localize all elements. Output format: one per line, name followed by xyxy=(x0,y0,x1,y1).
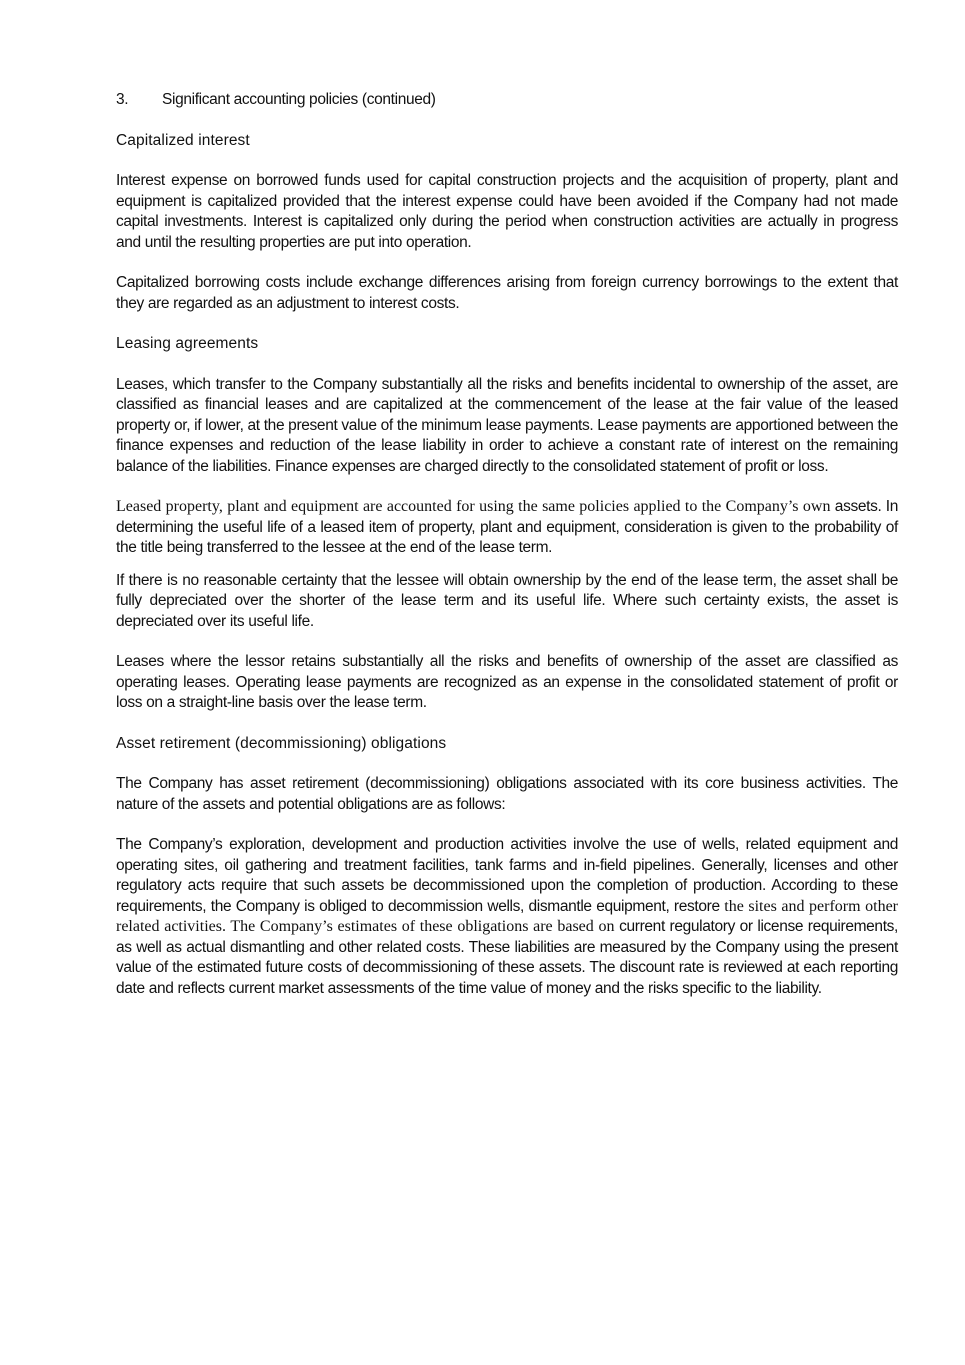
document-page xyxy=(116,90,898,1019)
section-number: 3. xyxy=(116,91,129,108)
aro-heading: Asset retirement (decommissioning) obligations xyxy=(116,734,447,752)
leasing-paragraph-1: Leases, which transfer to the Company substantially all the risks and benefits incidental to ownership of the asset, are classified as financial leases and are capitalized at the commencement of the lease at the fair value of the leased property or, if lower, at the present value of the minimum lease payments. Lease payments are apportioned between the finance expenses and reduction of the lease liability in order to achieve a constant rate of interest on the remaining balance of the liabilities. Finance expenses are charged directly to the consolidated statement of profit or loss. xyxy=(116,375,898,475)
leasing-paragraph-2-serif-part: Leased property, plant and equipment are accounted for using the same policies applied to the Company’s own xyxy=(116,498,831,515)
section-title: Significant accounting policies (continued) xyxy=(162,91,436,108)
leasing-paragraph-2 xyxy=(116,497,898,559)
capitalized-interest-paragraph-2: Capitalized borrowing costs include exchange differences arising from foreign currency borrowings to the extent that they are regarded as an adjustment to interest costs. xyxy=(116,274,898,312)
leasing-agreements-heading: Leasing agreements xyxy=(116,335,259,352)
capitalized-interest-paragraph-1: Interest expense on borrowed funds used for capital construction projects and the acquisition of property, plant and equipment is capitalized provided that the interest expense could have been avoided if the Company had not made capital investments. Interest is capitalized only during the period when construction activities are actually in progress and until the resulting properties are put into operation. xyxy=(116,172,898,251)
aro-paragraph-2 xyxy=(116,835,898,999)
section-heading xyxy=(116,90,898,111)
aro-paragraph-2-part-b: current regulatory or license requirements, as well as actual dismantling and other related costs. These liabilities are measured by the Company using the present value of the estimated future costs of decommissioning of these assets. The discount rate is reviewed at each reporting date and reflects current market assessments of the time value of money and the risks specific to the liability. xyxy=(116,918,899,997)
aro-paragraph-1: The Company has asset retirement (decommissioning) obligations associated with its core business activities. The nature of the assets and potential obligations are as follows: xyxy=(116,775,898,813)
capitalized-interest-heading: Capitalized interest xyxy=(116,131,250,149)
aro-paragraph-2-serif-part: the sites and perform other related activities. The Company’s estimates of these obligations are based on xyxy=(116,897,898,935)
leasing-paragraph-4: Leases where the lessor retains substantially all the risks and benefits of ownership of the asset are classified as operating leases. Operating lease payments are recognized as an expense in the consolidated statement of profit or loss on a straight-line basis over the lease term. xyxy=(116,653,898,711)
leasing-paragraph-2-rest: assets. In determining the useful life of a leased item of property, plant and equipment, consideration is given to the probability of the title being transferred to the lessee at the end of the lease term. xyxy=(116,498,899,556)
aro-paragraph-2-part-a: The Company’s exploration, development and production activities involve the use of wells, related equipment and operating sites, oil gathering and treatment facilities, tank farms and in-field pipelines. Generally, licenses and other regulatory acts require that such assets be decommissioned upon the completion of production. According to these requirements, the Company is obliged to decommission wells, dismantle equipment, restore xyxy=(116,836,898,915)
leasing-paragraph-3: If there is no reasonable certainty that the lessee will obtain ownership by the end of the lease term, the asset shall be fully depreciated over the shorter of the lease term and its useful life. Where such certainty exists, the asset is depreciated over its useful life. xyxy=(116,571,898,630)
